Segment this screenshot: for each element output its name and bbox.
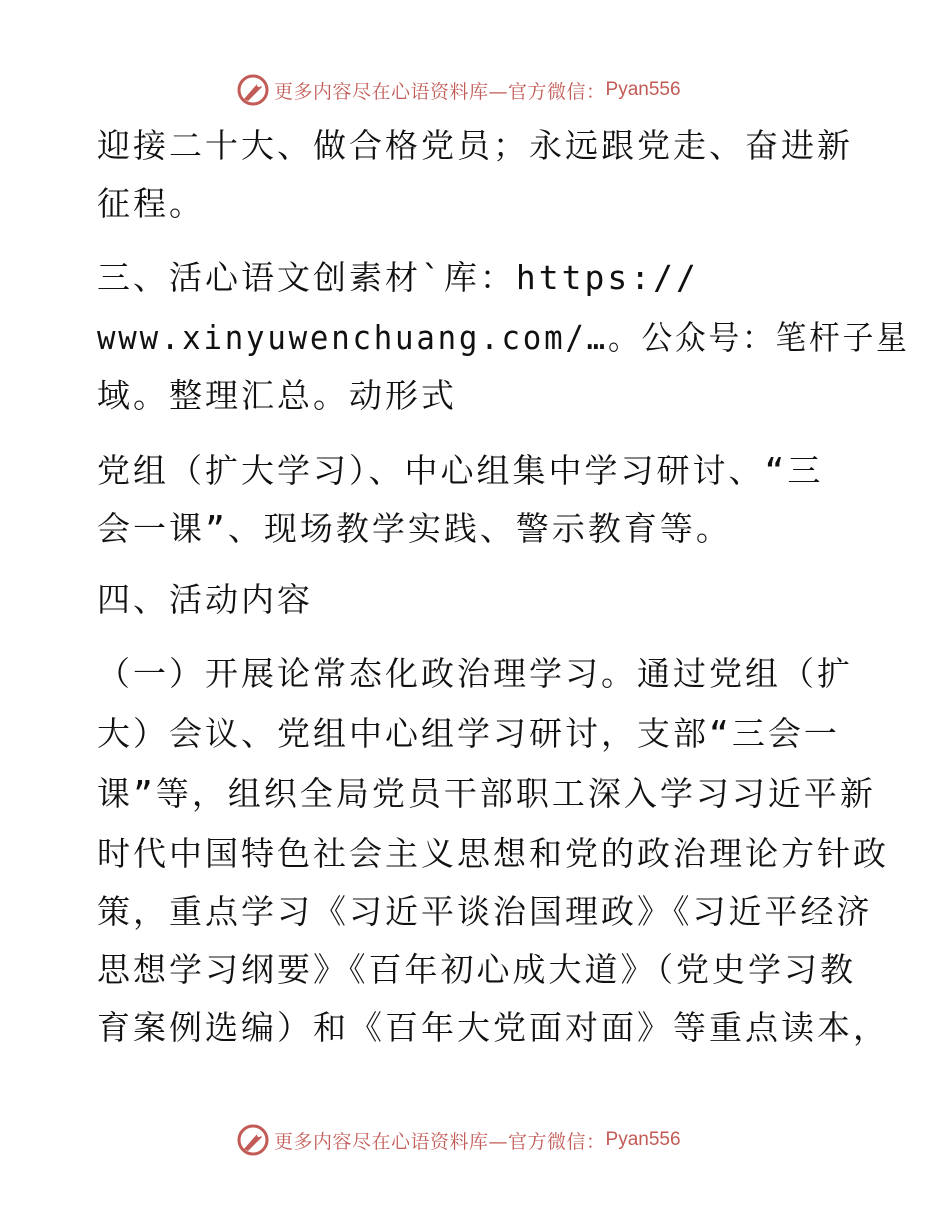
body-line: 征程。 bbox=[97, 184, 205, 223]
watermark-header bbox=[236, 72, 681, 108]
body-line: 域。整理汇总。动形式 bbox=[97, 376, 457, 415]
body-line: www.xinyuwenchuang.com/…。公众号：笔杆子星 bbox=[97, 318, 910, 357]
body-line: （一）开展论常态化政治理学习。通过党组（扩 bbox=[97, 654, 853, 693]
body-line: 会一课”、现场教学实践、警示教育等。 bbox=[97, 509, 732, 548]
watermark-footer bbox=[236, 1122, 681, 1158]
body-line: 党组（扩大学习）、中心组集中学习研讨、“三 bbox=[97, 451, 824, 490]
body-line: 育案例选编）和《百年大党面对面》等重点读本， bbox=[97, 1008, 889, 1047]
body-line: 思想学习纲要》《百年初心成大道》（党史学习教 bbox=[97, 950, 856, 989]
section-heading: 四、活动内容 bbox=[97, 580, 313, 619]
body-line: 策，重点学习《习近平谈治国理政》《习近平经济 bbox=[97, 892, 873, 931]
watermark-text: 更多内容尽在心语资料库—官方微信： bbox=[274, 80, 606, 103]
body-line: 课”等，组织全局党员干部职工深入学习习近平新 bbox=[97, 774, 876, 813]
watermark-wechat-id: Pyan556 bbox=[605, 79, 681, 100]
body-line: 时代中国特色社会主义思想和党的政治理论方针政 bbox=[97, 834, 889, 873]
body-line: 迎接二十大、做合格党员；永远跟党走、奋进新 bbox=[97, 126, 853, 165]
watermark-wechat-id: Pyan556 bbox=[605, 1129, 681, 1150]
watermark-text: 更多内容尽在心语资料库—官方微信： bbox=[274, 1130, 606, 1153]
section-heading: 三、活心语文创素材`库：https:// bbox=[97, 258, 699, 297]
pen-nib-logo-icon bbox=[236, 1123, 270, 1157]
body-line: 大）会议、党组中心组学习研讨，支部“三会一 bbox=[97, 714, 840, 753]
pen-nib-logo-icon bbox=[236, 73, 270, 107]
